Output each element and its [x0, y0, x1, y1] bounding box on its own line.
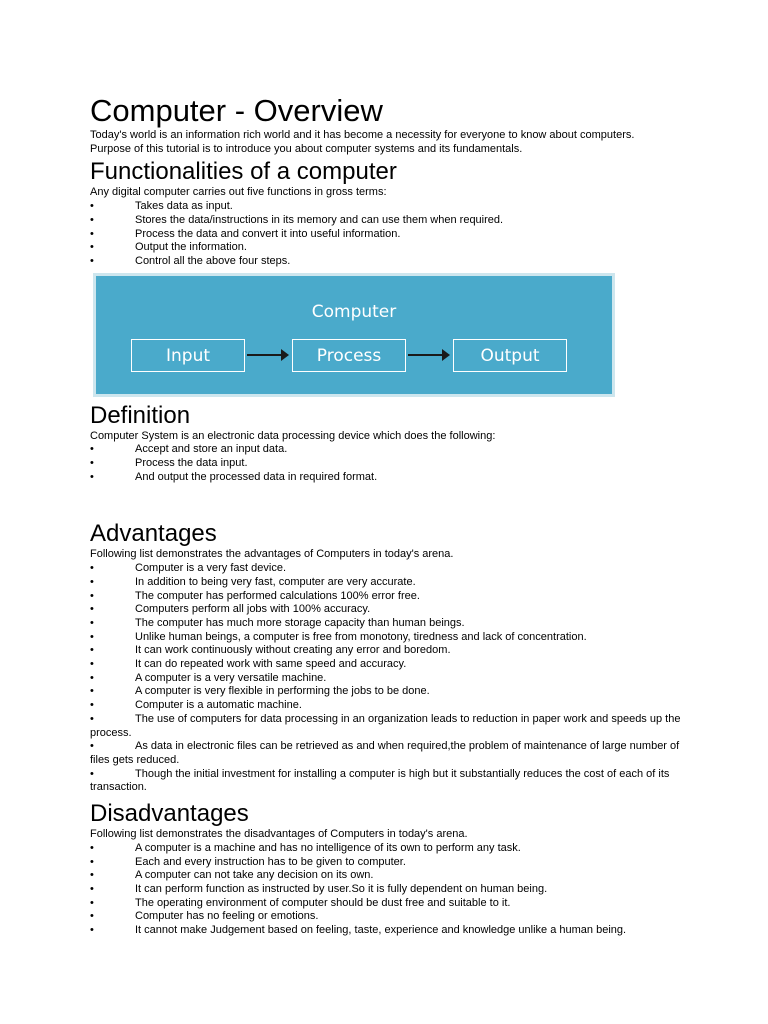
- diagram-title: Computer: [311, 301, 397, 322]
- list-item: [90, 740, 690, 767]
- bullet-icon: •: [90, 658, 94, 671]
- list-item: [90, 200, 690, 214]
- list-item-text: The computer has much more storage capacity than human beings.: [135, 616, 465, 629]
- list-item-text: The operating environment of computer should be dust free and suitable to it.: [135, 896, 511, 909]
- list-item: [90, 924, 690, 938]
- list-item: [90, 576, 690, 590]
- list-item: [90, 631, 690, 645]
- functionalities-lead: Any digital computer carries out five functions in gross terms:: [90, 186, 387, 199]
- list-item-text: Accept and store an input data.: [135, 443, 288, 456]
- list-item-text: Unlike human beings, a computer is free from monotony, tiredness and lack of concentration.: [135, 630, 587, 643]
- list-item: [90, 897, 690, 911]
- bullet-icon: •: [90, 616, 94, 629]
- bullet-icon: •: [90, 855, 94, 868]
- bullet-icon: •: [90, 896, 94, 909]
- list-item-text: Computer is a automatic machine.: [135, 699, 302, 712]
- list-item: [90, 603, 690, 617]
- list-item-text: Each and every instruction has to be given to computer.: [135, 855, 406, 868]
- list-item: [90, 699, 690, 713]
- list-item-text: A computer is a machine and has no intelligence of its own to perform any task.: [135, 841, 521, 854]
- bullet-icon: •: [90, 213, 94, 226]
- diagram-box-output: Output: [453, 339, 567, 372]
- bullet-icon: •: [90, 841, 94, 854]
- diagram-box-input: Input: [131, 339, 245, 372]
- diagram-box-process: Process: [292, 339, 406, 372]
- functionalities-list: [90, 200, 690, 269]
- list-item-text: Takes data as input.: [135, 200, 233, 213]
- bullet-icon: •: [90, 603, 94, 616]
- list-item-text: Process the data and convert it into useful information.: [135, 227, 401, 240]
- bullet-icon: •: [90, 254, 94, 267]
- list-item: [90, 713, 690, 740]
- bullet-icon: •: [90, 924, 94, 937]
- list-item: [90, 562, 690, 576]
- list-item: [90, 590, 690, 604]
- list-item: [90, 228, 690, 242]
- definition-list: [90, 443, 690, 484]
- list-item: [90, 457, 690, 471]
- document-content: [90, 93, 690, 938]
- computer-diagram: [93, 273, 615, 397]
- list-item-text: Computers perform all jobs with 100% accuracy.: [135, 603, 371, 616]
- intro-line-1: Today's world is an information rich world and it has become a necessity for everyone to know about computers.: [90, 129, 635, 141]
- list-item: [90, 869, 690, 883]
- list-item-text: Output the information.: [135, 241, 247, 254]
- list-item-text: Control all the above four steps.: [135, 254, 291, 267]
- list-item-text: And output the processed data in required format.: [135, 470, 378, 483]
- bullet-icon: •: [90, 227, 94, 240]
- arrow-right-icon: [247, 354, 287, 356]
- list-item-text: A computer can not take any decision on its own.: [135, 869, 374, 882]
- list-item: [90, 214, 690, 228]
- list-item-text: It can work continuously without creating any error and boredom.: [135, 644, 451, 657]
- bullet-icon: •: [90, 910, 94, 923]
- advantages-list: [90, 562, 690, 795]
- advantages-heading: Advantages: [90, 520, 217, 548]
- list-item: [90, 910, 690, 924]
- arrow-right-icon: [408, 354, 448, 356]
- bullet-icon: •: [90, 869, 94, 882]
- list-item-text: Computer has no feeling or emotions.: [135, 910, 319, 923]
- page-title: Computer - Overview: [90, 93, 383, 128]
- list-item: [90, 617, 690, 631]
- bullet-icon: •: [90, 644, 94, 657]
- bullet-icon: •: [90, 470, 94, 483]
- bullet-icon: •: [90, 457, 94, 470]
- list-item-text: As data in electronic files can be retrieved as and when required,the problem of maintenance of large number of files gets reduced.: [90, 740, 680, 766]
- list-item: [90, 471, 690, 485]
- list-item-text: Process the data input.: [135, 457, 248, 470]
- bullet-icon: •: [90, 443, 94, 456]
- definition-lead: Computer System is an electronic data processing device which does the following:: [90, 429, 496, 442]
- list-item: [90, 255, 690, 269]
- list-item: [90, 672, 690, 686]
- list-item-text: Computer is a very fast device.: [135, 562, 287, 575]
- list-item: [90, 685, 690, 699]
- bullet-icon: •: [90, 630, 94, 643]
- bullet-icon: •: [90, 671, 94, 684]
- bullet-icon: •: [90, 575, 94, 588]
- disadvantages-lead: Following list demonstrates the disadvantages of Computers in today's arena.: [90, 828, 468, 841]
- bullet-icon: •: [90, 882, 94, 895]
- functionalities-heading: Functionalities of a computer: [90, 158, 397, 186]
- disadvantages-heading: Disadvantages: [90, 800, 249, 828]
- list-item-text: A computer is very flexible in performing the jobs to be done.: [135, 685, 430, 698]
- list-item-text: Though the initial investment for installing a computer is high but it substantially reduces the cost of each of its transaction.: [90, 767, 670, 794]
- list-item-text: The use of computers for data processing in an organization leads to reduction in paper work and speeds up the process.: [90, 712, 681, 739]
- diagram-panel: [93, 273, 615, 397]
- bullet-icon: •: [90, 740, 94, 753]
- list-item: [90, 241, 690, 255]
- intro-line-2: Purpose of this tutorial is to introduce you about computer systems and its fundamentals.: [90, 142, 523, 155]
- list-item: [90, 768, 690, 795]
- list-item-text: A computer is a very versatile machine.: [135, 671, 327, 684]
- bullet-icon: •: [90, 241, 94, 254]
- list-item: [90, 443, 690, 457]
- bullet-icon: •: [90, 562, 94, 575]
- disadvantages-list: [90, 842, 690, 938]
- bullet-icon: •: [90, 589, 94, 602]
- list-item-text: In addition to being very fast, computer are very accurate.: [135, 575, 416, 588]
- list-item: [90, 842, 690, 856]
- bullet-icon: •: [90, 767, 94, 780]
- bullet-icon: •: [90, 200, 94, 213]
- advantages-lead: Following list demonstrates the advantages of Computers in today's arena.: [90, 548, 454, 561]
- list-item-text: It cannot make Judgement based on feeling, taste, experience and knowledge unlike a human being.: [135, 924, 627, 937]
- bullet-icon: •: [90, 685, 94, 698]
- list-item-text: The computer has performed calculations 100% error free.: [135, 589, 420, 602]
- list-item: [90, 856, 690, 870]
- list-item: [90, 644, 690, 658]
- list-item: [90, 883, 690, 897]
- list-item-text: It can perform function as instructed by user.So it is fully dependent on human being.: [135, 882, 548, 895]
- bullet-icon: •: [90, 712, 94, 725]
- list-item: [90, 658, 690, 672]
- bullet-icon: •: [90, 699, 94, 712]
- list-item-text: Stores the data/instructions in its memory and can use them when required.: [135, 213, 504, 226]
- list-item-text: It can do repeated work with same speed and accuracy.: [135, 658, 407, 671]
- definition-heading: Definition: [90, 401, 191, 429]
